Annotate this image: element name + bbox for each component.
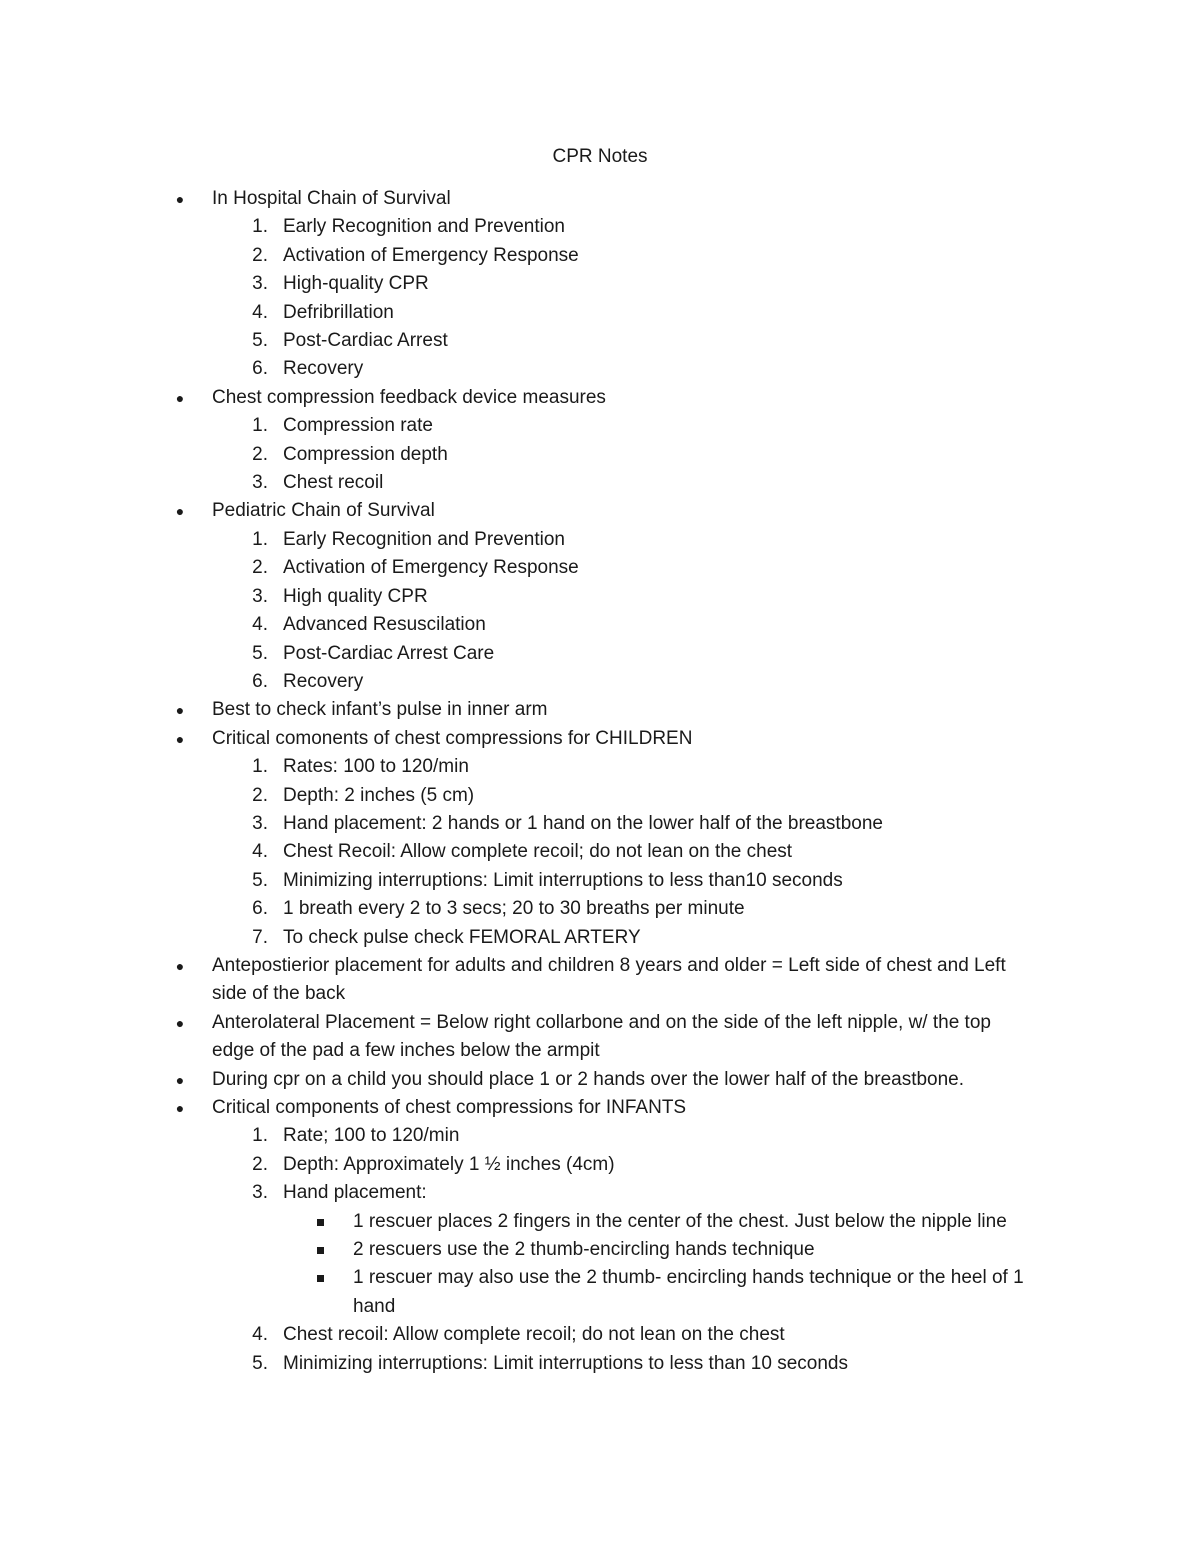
sub-item-text-continuation: hand [353, 1295, 396, 1317]
item-text: Minimizing interruptions: Limit interruptions to less than 10 seconds [283, 1352, 848, 1374]
item-text: To check pulse check FEMORAL ARTERY [283, 926, 641, 948]
bullet-marker: ● [175, 1014, 185, 1031]
item-number: 4. [252, 301, 268, 323]
item-text: Activation of Emergency Response [283, 244, 579, 266]
numbered-item [0, 810, 1200, 838]
item-text: Advanced Resuscilation [283, 614, 486, 636]
item-number: 2. [252, 784, 268, 806]
item-number: 1. [252, 528, 268, 550]
numbered-item [0, 327, 1200, 355]
bullet-marker: ● [175, 1100, 185, 1116]
numbered-item [0, 838, 1200, 866]
bullet-marker: ● [175, 957, 185, 974]
bullet-marker: ● [175, 503, 185, 520]
numbered-item [0, 611, 1200, 639]
page-title: CPR Notes [552, 146, 648, 167]
numbered-item [0, 469, 1200, 497]
item-text: Rates: 100 to 120/min [283, 756, 469, 778]
bullet-item [0, 1094, 1200, 1122]
item-text: Depth: 2 inches (5 cm) [283, 784, 475, 806]
numbered-item [0, 1179, 1200, 1207]
bullet-text: Pediatric Chain of Survival [212, 500, 435, 522]
square-bullet-marker [317, 1219, 324, 1226]
item-number: 3. [252, 273, 268, 295]
bullet-text: During cpr on a child you should place 1 or 2 hands over the lower half of the breastbone. [212, 1068, 965, 1090]
item-text: Recovery [283, 358, 364, 380]
bullet-text: Critical comonents of chest compressions for CHILDREN [212, 727, 693, 749]
numbered-item [0, 299, 1200, 327]
item-text: Early Recognition and Prevention [283, 528, 566, 550]
numbered-item [0, 1350, 1200, 1378]
sub-bullet-item [0, 1264, 1200, 1292]
item-number: 2. [252, 557, 268, 579]
bullet-marker: ● [175, 191, 185, 207]
sub-bullet-item [0, 1236, 1200, 1264]
square-bullet-marker [317, 1247, 324, 1254]
item-text: Early Recognition and Prevention [283, 216, 566, 238]
item-text: Minimizing interruptions: Limit interruptions to less than10 seconds [283, 869, 843, 891]
numbered-item [0, 554, 1200, 582]
bullet-marker: ● [175, 1071, 185, 1088]
item-text: Compression depth [283, 443, 448, 465]
bullet-text: Chest compression feedback device measures [212, 386, 606, 408]
item-number: 6. [252, 670, 268, 692]
bullet-item [0, 1066, 1200, 1094]
item-text: Hand placement: [283, 1182, 427, 1204]
item-number: 6. [252, 358, 268, 380]
item-text: Recovery [283, 670, 364, 692]
numbered-item [0, 1151, 1200, 1179]
item-number: 2. [252, 244, 268, 266]
item-number: 4. [252, 841, 268, 863]
item-number: 2. [252, 1153, 268, 1175]
bullet-marker: ● [175, 730, 185, 747]
numbered-item [0, 526, 1200, 554]
item-number: 5. [252, 330, 268, 352]
sub-item-text: 2 rescuers use the 2 thumb-encircling hands technique [353, 1239, 815, 1261]
item-number: 5. [252, 869, 268, 891]
sub-item-text: 1 rescuer places 2 fingers in the center of the chest. Just below the nipple line [353, 1210, 1007, 1232]
item-text: Defribrillation [283, 301, 394, 323]
numbered-item [0, 583, 1200, 611]
item-text: Rate; 100 to 120/min [283, 1125, 460, 1147]
document-body [0, 185, 1200, 1378]
item-number: 5. [252, 1352, 268, 1374]
bullet-marker: ● [175, 702, 185, 719]
item-number: 1. [252, 415, 268, 437]
numbered-item [0, 924, 1200, 952]
item-number: 6. [252, 898, 268, 920]
item-text: Post-Cardiac Arrest [283, 330, 448, 352]
item-text: 1 breath every 2 to 3 secs; 20 to 30 breaths per minute [283, 898, 745, 920]
item-text: Chest recoil [283, 472, 384, 494]
bullet-item [0, 696, 1200, 724]
numbered-item [0, 441, 1200, 469]
item-text: Depth: Approximately 1 ½ inches (4cm) [283, 1153, 615, 1175]
item-text: Compression rate [283, 415, 433, 437]
numbered-item [0, 270, 1200, 298]
numbered-item [0, 213, 1200, 241]
sub-bullet-item [0, 1208, 1200, 1236]
bullet-item [0, 725, 1200, 753]
numbered-item [0, 355, 1200, 383]
bullet-text: In Hospital Chain of Survival [212, 188, 451, 209]
item-text: Chest Recoil: Allow complete recoil; do not lean on the chest [283, 841, 793, 863]
item-number: 3. [252, 472, 268, 494]
numbered-item [0, 895, 1200, 923]
bullet-text: Antepostierior placement for adults and children 8 years and older = Left side of chest and Left [212, 954, 1006, 976]
numbered-item [0, 1321, 1200, 1349]
item-number: 1. [252, 1125, 268, 1147]
bullet-text-continuation: side of the back [212, 983, 346, 1005]
item-text: Activation of Emergency Response [283, 557, 579, 579]
item-number: 1. [252, 756, 268, 778]
bullet-text: Critical components of chest compressions for INFANTS [212, 1097, 687, 1118]
bullet-marker: ● [175, 389, 185, 406]
numbered-item [0, 242, 1200, 270]
bullet-text: Anterolateral Placement = Below right collarbone and on the side of the left nipple, w/ the top [212, 1011, 991, 1033]
item-text: High quality CPR [283, 585, 428, 607]
numbered-item [0, 668, 1200, 696]
item-number: 2. [252, 443, 268, 465]
bullet-text: Best to check infant’s pulse in inner arm [212, 699, 548, 721]
item-number: 3. [252, 585, 268, 607]
numbered-item [0, 1122, 1200, 1150]
item-number: 7. [252, 926, 268, 948]
numbered-item [0, 640, 1200, 668]
bullet-item [0, 185, 1200, 213]
item-text: Hand placement: 2 hands or 1 hand on the lower half of the breastbone [283, 812, 883, 834]
bullet-item [0, 952, 1200, 980]
numbered-item [0, 782, 1200, 810]
item-number: 4. [252, 1324, 268, 1346]
square-bullet-marker [317, 1275, 324, 1282]
item-text: Post-Cardiac Arrest Care [283, 642, 495, 664]
bullet-item [0, 1009, 1200, 1037]
item-text: Chest recoil: Allow complete recoil; do not lean on the chest [283, 1324, 785, 1346]
numbered-item [0, 412, 1200, 440]
item-number: 1. [252, 216, 268, 238]
bullet-text-continuation: edge of the pad a few inches below the armpit [212, 1040, 600, 1062]
sub-item-text: 1 rescuer may also use the 2 thumb- encircling hands technique or the heel of 1 [353, 1267, 1024, 1289]
numbered-item [0, 867, 1200, 895]
item-number: 4. [252, 614, 268, 636]
numbered-item [0, 753, 1200, 781]
item-number: 5. [252, 642, 268, 664]
bullet-item [0, 497, 1200, 525]
item-number: 3. [252, 812, 268, 834]
item-text: High-quality CPR [283, 273, 429, 295]
item-number: 3. [252, 1182, 268, 1204]
bullet-item [0, 384, 1200, 412]
